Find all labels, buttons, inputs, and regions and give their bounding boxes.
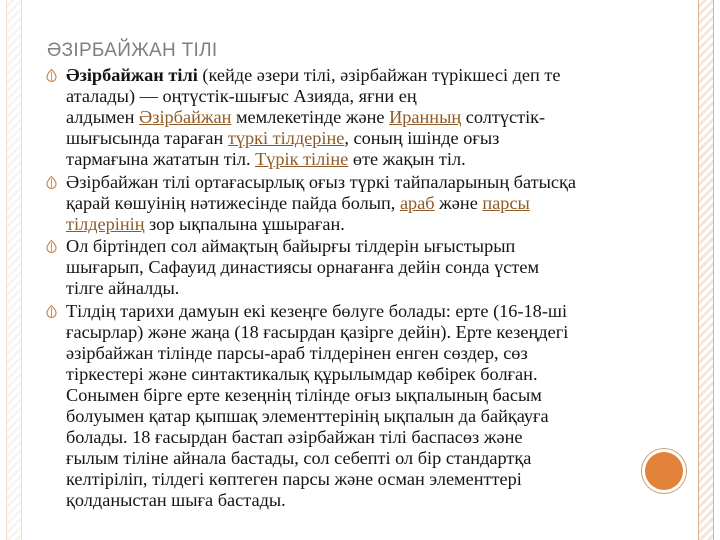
text-line — [66, 236, 684, 257]
text-run: Ол біртіндеп сол аймақтың байырғы тілдерін ығыстырып — [66, 236, 516, 256]
text-line — [66, 322, 684, 343]
slide-title: ӘЗІРБАЙЖАН ТІЛІ — [47, 40, 218, 61]
text-line — [66, 406, 684, 427]
inline-link[interactable]: тілдерінің — [66, 214, 145, 234]
bullet-item — [44, 236, 684, 299]
text-run: (кейде әзери тілі, әзірбайжан түрікшесі деп те — [197, 65, 561, 85]
text-line — [66, 149, 684, 170]
inline-link[interactable]: араб — [399, 193, 435, 213]
text-line — [66, 65, 684, 86]
inline-link[interactable]: түркі тілдеріне — [227, 128, 345, 148]
text-run: шығарып, Сафауид династиясы орнағанға дейін сонда үстем — [66, 257, 540, 277]
inline-link[interactable]: Түрік тіліне — [255, 149, 349, 169]
text-run: ғасырлар) және жаңа (18 ғасырдан қазірге дейін). Ерте кезеңдегі — [66, 322, 569, 342]
text-line — [66, 214, 684, 235]
text-line — [66, 364, 684, 385]
bullet-list — [44, 65, 684, 511]
text-run: әзірбайжан тілінде парсы-араб тілдерінен енген сөздер, сөз — [66, 343, 528, 363]
text-line — [66, 172, 684, 193]
leaf-bullet-icon — [44, 67, 59, 82]
text-run: Тілдің тарихи дамуын екі кезеңге бөлуге болады: ерте (16-18-ші — [66, 301, 568, 321]
text-line — [66, 427, 684, 448]
leaf-bullet-icon — [44, 303, 59, 318]
text-line — [66, 448, 684, 469]
text-run: зор ықпалына ұшыраған. — [144, 214, 345, 234]
text-run: болуымен қатар қыпшақ элементтерінің ықпалын да байқауға — [66, 406, 549, 426]
right-decorative-rail — [698, 0, 714, 540]
bullet-item — [44, 172, 684, 235]
text-run: келтіріліп, тілдегі көптеген парсы және осман элементтері — [66, 469, 522, 489]
text-line — [66, 385, 684, 406]
text-run: мемлекетінде және — [231, 107, 390, 127]
text-line — [66, 469, 684, 490]
text-run: қарай көшуінің нәтижесінде пайда болып, — [66, 193, 400, 213]
text-line — [66, 301, 684, 322]
bullet-item — [44, 301, 684, 511]
inline-link[interactable]: Әзірбайжан — [139, 107, 232, 127]
text-run: шығысында тараған — [66, 128, 228, 148]
text-line — [66, 257, 684, 278]
bullet-item — [44, 65, 684, 170]
text-run: алдымен — [66, 107, 140, 127]
text-run: ғылым тіліне айнала бастады, сол себепті ол бір стандартқа — [66, 448, 532, 468]
text-run: Сонымен бірге ерте кезеңнің тілінде оғыз ықпалының басым — [66, 385, 542, 405]
inline-link[interactable]: парсы — [482, 193, 530, 213]
text-line — [66, 193, 684, 214]
text-run: болады. 18 ғасырдан бастап әзірбайжан тілі баспасөз және — [66, 427, 523, 447]
text-run: аталады) — оңтүстік-шығыс Азияда, яғни ең — [66, 86, 417, 106]
text-line — [66, 343, 684, 364]
leaf-bullet-icon — [44, 238, 59, 253]
text-run: Әзірбайжан тілі ортағасырлық оғыз түркі тайпаларының батысқа — [66, 172, 577, 192]
inline-link[interactable]: Иранның — [389, 107, 462, 127]
text-line — [66, 128, 684, 149]
left-decorative-rail — [6, 0, 22, 540]
text-run: солтүстік- — [461, 107, 546, 127]
text-run: өте жақын тіл. — [348, 149, 466, 169]
text-run: қолданыстан шыға бастады. — [66, 490, 286, 510]
text-line — [66, 278, 684, 299]
leaf-bullet-icon — [44, 174, 59, 189]
text-run: және — [434, 193, 483, 213]
bold-term: Әзірбайжан тілі — [66, 65, 198, 85]
text-run: тіркестері және синтактикалық құрылымдар көбірек болған. — [66, 364, 538, 384]
text-line — [66, 107, 684, 128]
text-run: тармағына жататын тіл. — [66, 149, 256, 169]
text-line — [66, 86, 684, 107]
text-line — [66, 490, 684, 511]
text-run: тілге айналды. — [66, 278, 180, 298]
text-run: , соның ішінде оғыз — [344, 128, 500, 148]
